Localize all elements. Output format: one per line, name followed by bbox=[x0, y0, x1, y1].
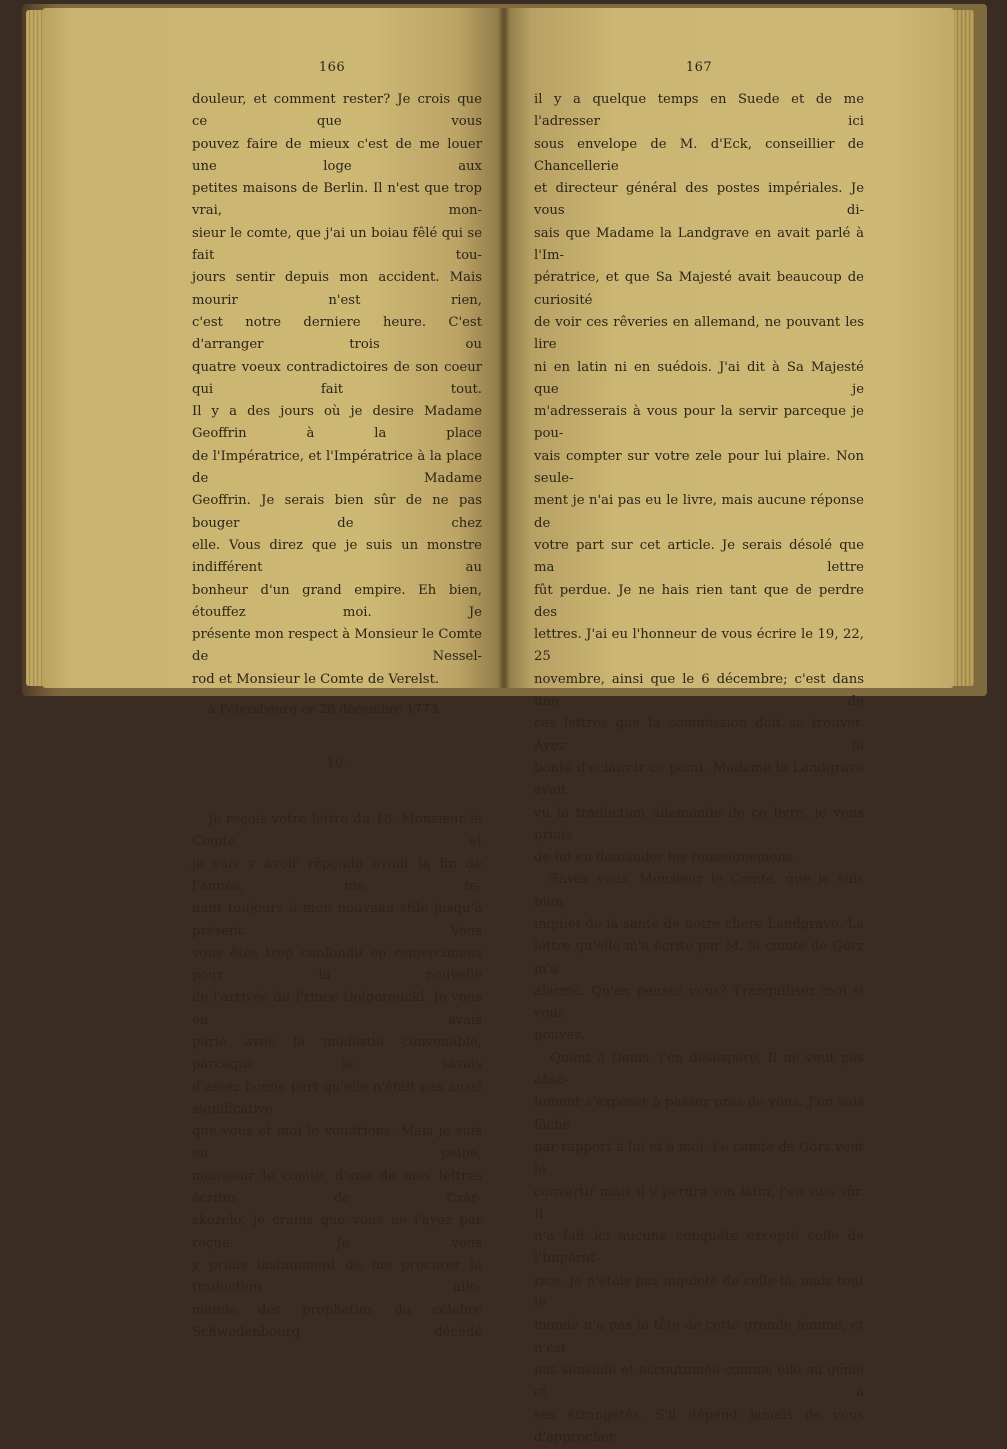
text-line: quatre voeux contradictoires de son coeur qui fait tout. bbox=[192, 359, 482, 397]
text-line: de l'Impératrice, et l'Impératrice à la place de Madame bbox=[192, 448, 482, 487]
text-line: vais compter sur votre zele pour lui plaire. Non seule- bbox=[534, 448, 864, 487]
text-line: Il y a des jours où je desire Madame Geoffrin à la place bbox=[192, 404, 482, 442]
text-line: elle. Vous direz que je suis un monstre indifférent au bbox=[192, 537, 482, 576]
text-line: y priais instamment de me procurer la traduction alle- bbox=[192, 1257, 482, 1296]
right-paragraph-1 bbox=[534, 89, 864, 869]
text-line: pératrice, et que Sa Majesté avait beaucoup de curiosité bbox=[534, 270, 864, 308]
text-line: de voir ces rêveries en allemand, ne pouvant les lire bbox=[534, 314, 864, 353]
text-line: d'assez bonne part qu'elle n'était pas aussi significative bbox=[192, 1079, 482, 1117]
right-page-number: 167 bbox=[685, 60, 713, 75]
text-line: et directeur général des postes impériales. Je vous di- bbox=[534, 181, 864, 219]
text-line: lument s'exposer à passer près de vous. J'en suis fâché bbox=[534, 1095, 864, 1133]
letter-signature-date: à Pétersbourg ce 28 décembre 1773. bbox=[207, 701, 442, 717]
text-line: rod et Monsieur le Comte de Verelst. bbox=[192, 671, 440, 687]
text-line: ment je n'ai pas eu le livre, mais aucune réponse de bbox=[534, 493, 864, 531]
text-line: vous êtes trop confondu en remercimens pour la nouvelle bbox=[192, 945, 482, 984]
text-line: m'adresserais à vous pour la servir parceque je pou- bbox=[534, 404, 864, 442]
text-line: monde n'a pas la tête de cette grande femme, et n'est bbox=[534, 1318, 864, 1356]
right-paragraph-3 bbox=[534, 1048, 864, 1449]
text-line: pouvez. bbox=[534, 1028, 586, 1044]
text-line: nant toujours à mon nouveau stile jusqu'à présent. Vous bbox=[192, 901, 482, 939]
right-page bbox=[504, 8, 954, 1445]
text-line: que vous et moi le voudrions. Mais je suis en peine, bbox=[192, 1124, 482, 1162]
text-line: alarmé. Qu'en pensez vous? Tranquilisez moi si vous bbox=[534, 983, 864, 1022]
text-line: présente mon respect à Monsieur le Comte de Nessel- bbox=[192, 627, 482, 665]
left-page bbox=[42, 8, 504, 1340]
text-line: Savez vous, Monsieur le Comte, que je suis bien bbox=[534, 872, 864, 910]
text-line: pas sensible et accoutumée comme elle au génie et à bbox=[534, 1362, 864, 1401]
text-line: c'est notre derniere heure. C'est d'arranger trois ou bbox=[192, 314, 482, 353]
text-line: de lui en demander les renseignemens. bbox=[534, 850, 797, 866]
text-line: monsieur le comte, d'une de mes lettres écrites de Czar- bbox=[192, 1168, 482, 1207]
text-line: par rapport à lui et à moi. Le comte de Görz veut le bbox=[534, 1139, 864, 1178]
text-line: vu la traduction allemande de ce livre, je vous priais bbox=[534, 805, 864, 843]
text-line: il y a quelque temps en Suede et de me l'adresser ici bbox=[534, 92, 864, 130]
text-line: Je reçois votre lettre du 18, Monsieur le Comte, et bbox=[192, 812, 482, 850]
text-line: sais que Madame la Landgrave en avait parlé à l'Im- bbox=[534, 225, 864, 264]
text-line: Quant à Denis, j'en désespere. Il ne veut pas abso- bbox=[534, 1050, 864, 1089]
text-line: ni en latin ni en suédois. J'ai dit à Sa Majesté que je bbox=[534, 359, 864, 397]
text-line: douleur, et comment rester? Je crois que ce que vous bbox=[192, 92, 482, 130]
text-line: Geoffrin. Je serais bien sûr de ne pas bouger de chez bbox=[192, 493, 482, 531]
right-paragraph-2 bbox=[534, 869, 864, 1047]
left-paragraph-1 bbox=[192, 89, 482, 691]
text-line: ces lettres que la commission doit se trouver. Ayez la bbox=[534, 716, 864, 754]
text-line: fût perdue. Je ne hais rien tant que de perdre des bbox=[534, 582, 864, 620]
text-line: votre part sur cet article. Je serais désolé que ma lettre bbox=[534, 537, 864, 576]
text-line: rice. Je n'étais pas inquiete de celle-là, mais tout le bbox=[534, 1273, 864, 1312]
text-line: bonté d'éclaircir ce point. Madame la Landgrave avait bbox=[534, 760, 864, 799]
text-line: sous envelope de M. d'Eck, conseillier de Chancellerie bbox=[534, 136, 864, 174]
text-line: sieur le comte, que j'ai un boiau fêlé qui se fait tou- bbox=[192, 225, 482, 264]
text-line: mande des prophéties du célebre Schwedenbourg décédé bbox=[192, 1302, 482, 1340]
text-line: jours sentir depuis mon accident. Mais mourir n'est rien, bbox=[192, 270, 482, 308]
left-page-number: 166 bbox=[318, 60, 346, 75]
text-line: inquiet de la santé de notre chere Landgrave. La bbox=[534, 916, 864, 932]
text-line: lettres. J'ai eu l'honneur de vous écrire le 19, 22, 25 bbox=[534, 627, 864, 665]
text-line: pouvez faire de mieux c'est de me louer une loge aux bbox=[192, 136, 482, 174]
text-line: novembre, ainsi que le 6 décembre; c'est dans une de bbox=[534, 671, 864, 710]
text-line: petites maisons de Berlin. Il n'est que trop vrai, mon- bbox=[192, 181, 482, 219]
text-line: parlé avec la modestie convenable, parceque je savais bbox=[192, 1034, 482, 1073]
text-line: ses étrangetés. S'il dépend jamais de vous d'approcher bbox=[534, 1407, 864, 1445]
left-paragraph-2 bbox=[192, 809, 482, 1344]
letter-number: 10. bbox=[326, 756, 348, 772]
text-line: lettre qu'elle m'a écrite par M. le comte de Görz m'a bbox=[534, 939, 864, 977]
text-line: skozelo, je crains que vous ne l'ayez par reçue. Je vous bbox=[192, 1213, 482, 1251]
text-line: bonheur d'un grand empire. Eh bien, étouffez moi. Je bbox=[192, 582, 482, 620]
book-gutter bbox=[498, 8, 510, 688]
text-line: je vais y avoir répondu avant la fin de l'année, me te- bbox=[192, 856, 482, 894]
text-line: de l'arrivée du Prince Dolgorouckî. Je vous en avais bbox=[192, 990, 482, 1028]
text-line: n'a fait ici aucune conquête excepté celle de l'Impérat- bbox=[534, 1229, 864, 1267]
text-line: convertir mais il y perdra son latin, j'en suis sûr. Il bbox=[534, 1184, 864, 1222]
